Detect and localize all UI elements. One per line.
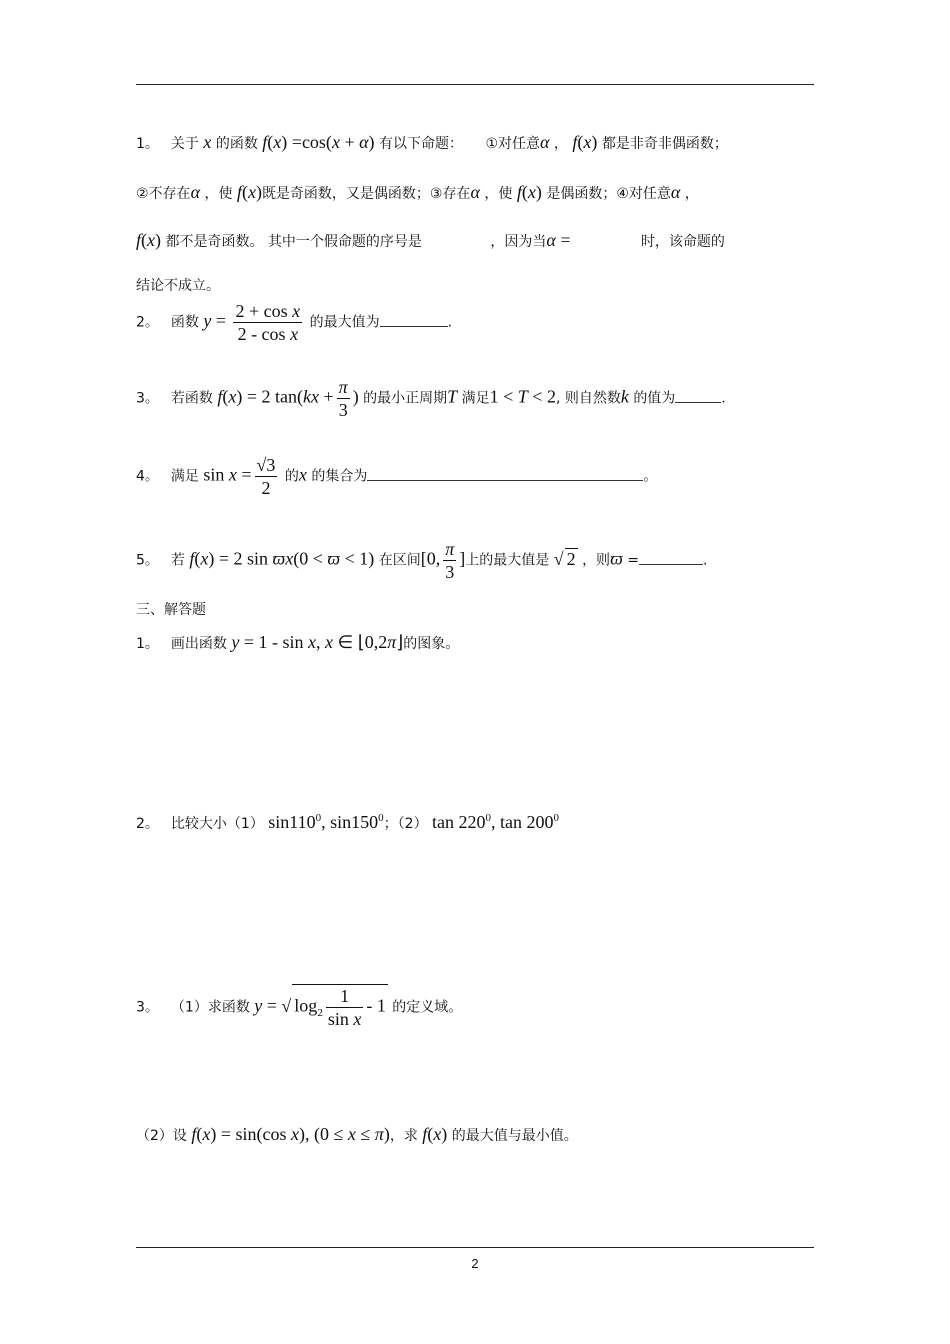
answer-blank[interactable] xyxy=(675,388,721,403)
footer-rule xyxy=(136,1247,814,1248)
fill-q1-line3: f(x) 都不是奇函数。 其中一个假命题的序号是 ，因为当α = 时，该命题的 xyxy=(136,230,725,250)
answer-blank[interactable] xyxy=(367,466,643,481)
fraction-1-over-sinx: $\frac{1}{\text{sin x}}$ xyxy=(327,986,362,1029)
fill-q4: 4。 满足 sin x = $\frac{√3}{2}$ 的x 的集合为 。 xyxy=(136,455,658,498)
solve-q3: 3。 （1）求函数 y = √ $\log_2$ $\frac{1}{\text{sin x}}$ - 1 的定义域。 xyxy=(136,986,463,1029)
solve-q1: 1。 画出函数 y = 1 - sin x, x ∈ ⌊0,2π⌋的图象。 xyxy=(136,632,460,652)
page-number: 2 xyxy=(471,1256,479,1271)
section-heading: 三、解答题 xyxy=(136,602,206,618)
fraction-2pluscos: $\frac{\text{2 + cos x}}{\text{2 - cos x}}$ xyxy=(235,301,301,344)
fill-q2: 2。 函数 y = $\frac{\text{2 + cos x}}{\text{2 - cos x}}$ 的最大值为 . xyxy=(136,301,453,344)
fraction-pi-over-3: $\frac{\pi}{3}$ xyxy=(445,539,455,582)
fill-q1-line4: 结论不成立。 xyxy=(136,278,220,294)
answer-blank[interactable] xyxy=(380,312,448,327)
fill-q3: 3。 若函数 f(x) = 2 tan(kx + $\frac{\pi}{3}$ ) 的最小正周期T 满足1 < T < 2, 则自然数k 的值为 . xyxy=(136,377,726,420)
answer-blank[interactable] xyxy=(639,550,703,565)
solve-q3-part2: （2）设 f(x) = sin(cos x), (0 ≤ x ≤ π)，求 f(x) 的最大值与最小值。 xyxy=(136,1124,578,1144)
fill-q5: 5。 若 f(x) = 2 sin ϖx(0 < ϖ < 1) 在区间[0, $\frac{\pi}{3}$ ]上的最大值是 √ 2 ，则ϖ = . xyxy=(136,539,708,582)
header-rule xyxy=(136,84,814,85)
fill-q1-line1: 1。 关于 x 的函数 f(x) =cos(x + α) 有以下命题： ①对任意α ， f(x) 都是非奇非偶函数； xyxy=(136,132,728,152)
fill-q1-line2: ②不存在α ，使 f(x)既是奇函数，又是偶函数；③存在α ，使 f(x) 是偶函数；④对任意α ， xyxy=(136,182,699,202)
solve-q2: 2。 比较大小（1） $\sin 110^0$, $\sin 150^0$；（2） $\tan 220^0$, $\tan 200^0$ xyxy=(136,812,560,832)
fraction-pi-over-3: $\frac{\pi}{3}$ xyxy=(338,377,348,420)
fraction-sqrt3-over-2: $\frac{√3}{2}$ xyxy=(256,455,276,498)
